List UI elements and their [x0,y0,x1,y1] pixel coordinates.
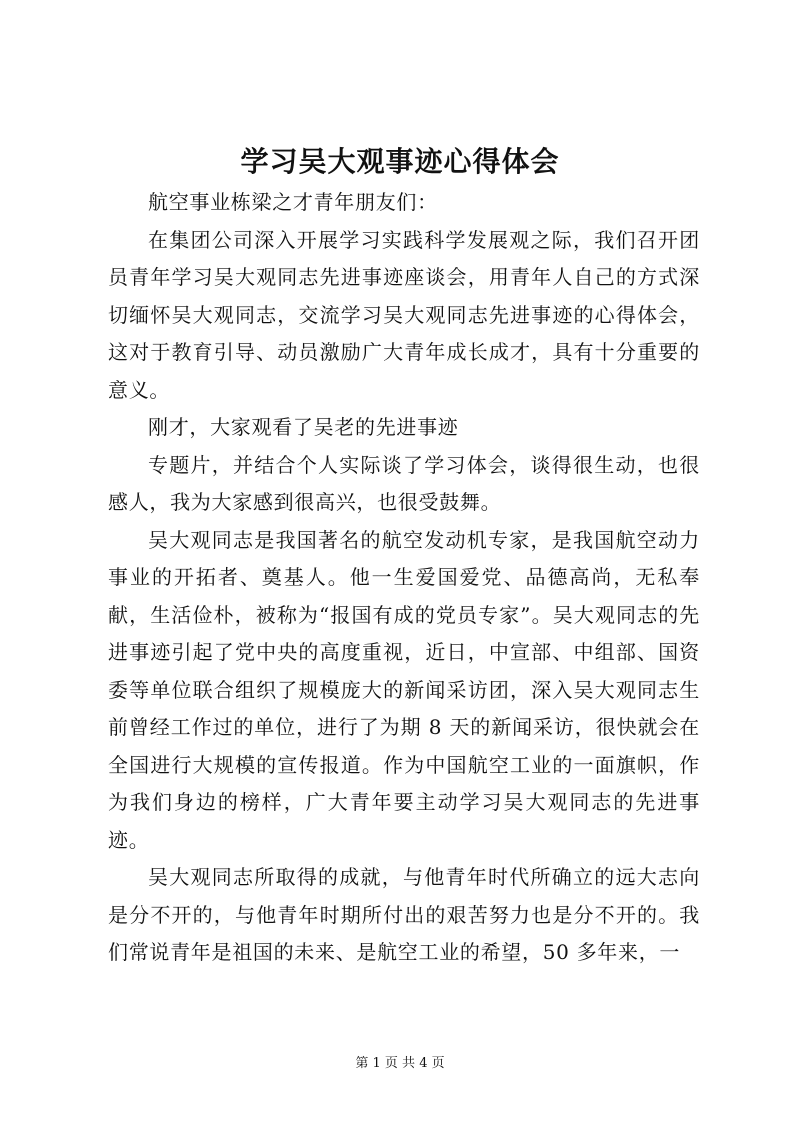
body-paragraph: 在集团公司深入开展学习实践科学发展观之际，我们召开团员青年学习吴大观同志先进事迹座谈会，用青年人自己的方式深切缅怀吴大观同志，交流学习吴大观同志先进事迹的心得体会，这对于教育引导、动员激励广大青年成长成才，具有十分重要的意义。 [108,227,700,402]
body-paragraph: 专题片，并结合个人实际谈了学习体会，谈得很生动，也很感人，我为大家感到很高兴，也很受鼓舞。 [108,452,700,514]
document-title: 学习吴大观事迹心得体会 [240,145,560,178]
body-paragraph: 吴大观同志所取得的成就，与他青年时代所确立的远大志向是分不开的，与他青年时期所付出的艰苦努力也是分不开的。我们常说青年是祖国的未来、是航空工业的希望，50 多年来，一 [108,865,700,964]
page-number-footer: 第 1 页 共 4 页 [355,1056,445,1071]
body-paragraph: 吴大观同志是我国著名的航空发动机专家，是我国航空动力事业的开拓者、奠基人。他一生爱国爱党、品德高尚，无私奉献，生活俭朴，被称为“报国有成的党员专家”。吴大观同志的先进事迹引起了党中央的高度重视，近日，中宣部、中组部、国资委等单位联合组织了规模庞大的新闻采访团，深入吴大观同志生前曾经工作过的单位，进行了为期 8 天的新闻采访，很快就会在全国进行大规模的宣传报道。作为中国航空工业的一面旗帜，作为我们身边的榜样，广大青年要主动学习吴大观同志的先进事迹。 [108,527,700,852]
salutation-paragraph: 航空事业栋梁之才青年朋友们： [148,190,438,214]
document-body [108,184,700,972]
body-paragraph: 刚才，大家观看了吴老的先进事迹 [148,415,459,439]
